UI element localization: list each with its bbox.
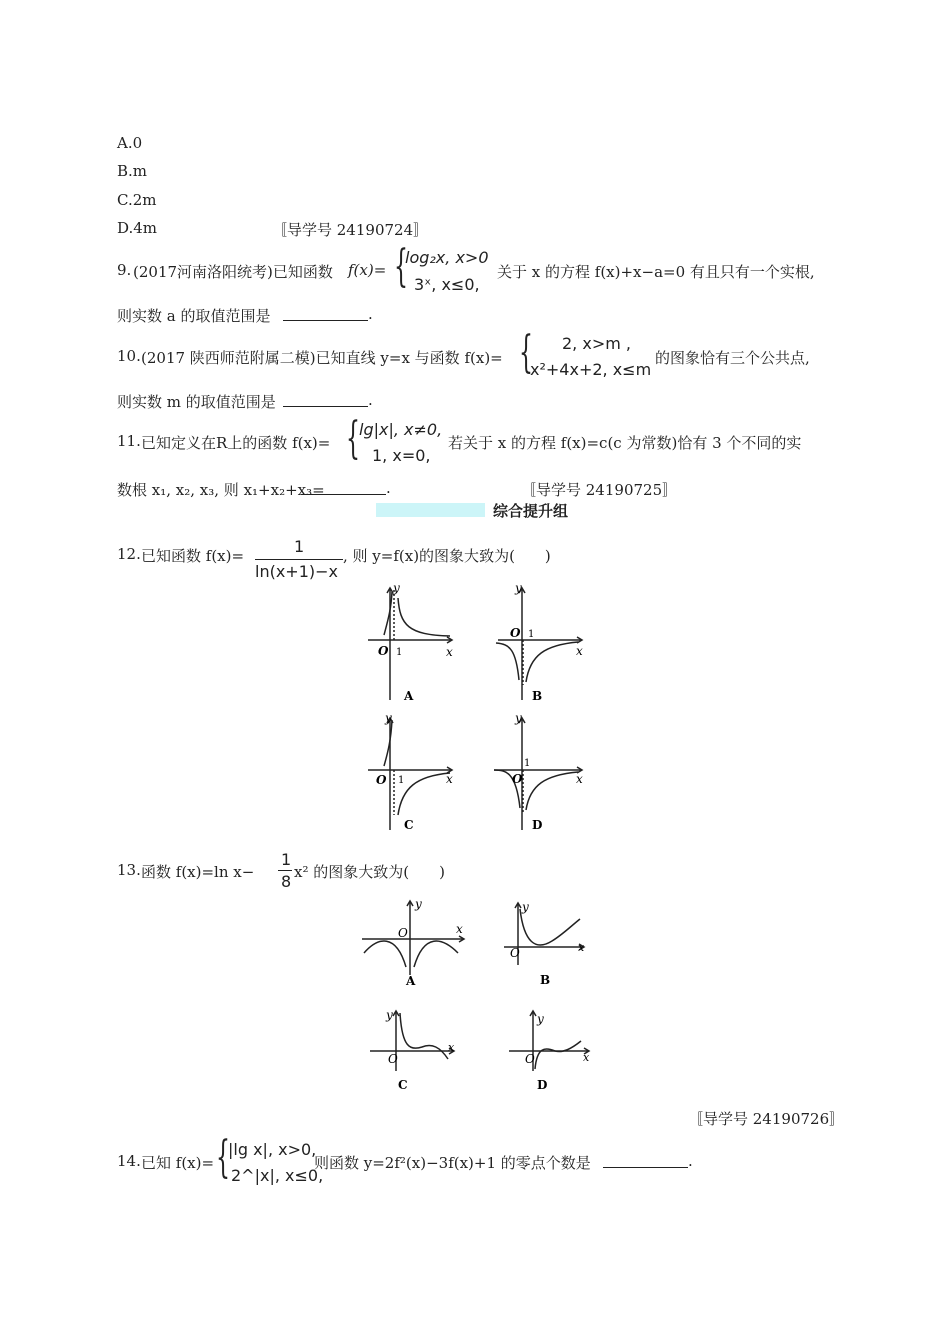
q13-graph-b <box>500 895 600 990</box>
q13b-x-label: x <box>578 941 585 954</box>
q12-prefix: 已知函数 f(x)= <box>141 547 245 565</box>
q9-end: . <box>368 305 373 323</box>
q13c-origin: O <box>388 1052 398 1066</box>
q13-numerator: 1 <box>281 850 292 869</box>
q11-answer-blank[interactable] <box>301 480 386 495</box>
q12-graph-a <box>360 580 460 705</box>
q13a-label: A <box>406 974 416 988</box>
q9-case2: 3ˣ, x≤0, <box>414 275 480 294</box>
q12d-label: D <box>532 818 543 832</box>
q12c-origin: O <box>376 773 387 787</box>
option-d: D.4m <box>117 219 158 237</box>
q10-line2: 则实数 m 的取值范围是 <box>117 393 276 411</box>
q13-number: 13. <box>117 861 141 879</box>
q9-prefix: (2017河南洛阳统考)已知函数 <box>133 263 333 281</box>
q11-end: . <box>386 479 391 497</box>
q14-end: . <box>688 1152 693 1170</box>
q9-fx: f(x)= <box>348 261 387 279</box>
option-c: C.2m <box>117 191 157 209</box>
q9-number: 9. <box>117 261 132 279</box>
q10-number: 10. <box>117 347 141 365</box>
q13d-label: D <box>537 1078 548 1092</box>
q11-condition: 若关于 x 的方程 f(x)=c(c 为常数)恰有 3 个不同的实 <box>448 434 802 452</box>
q13-graph-d <box>505 1005 605 1095</box>
q14-answer-blank[interactable] <box>603 1153 688 1168</box>
section-title: 综合提升组 <box>493 502 569 520</box>
q9-line2: 则实数 a 的取值范围是 <box>117 307 271 325</box>
q12-graph-d <box>490 710 590 835</box>
q12a-label: A <box>404 689 414 703</box>
q12-graph-b <box>490 580 590 705</box>
q13-fraction-bar <box>278 870 292 871</box>
q9-answer-blank[interactable] <box>283 306 368 321</box>
q12c-label: C <box>404 818 414 832</box>
q14-brace: { <box>216 1132 230 1183</box>
q13-prefix: 函数 f(x)=ln x− <box>141 863 255 881</box>
q12d-one: 1 <box>524 758 531 769</box>
q13-suffix: x² 的图象大致为( ) <box>294 863 445 881</box>
q11-brace: { <box>346 413 360 464</box>
q12a-y-label: y <box>393 581 400 595</box>
q14-number: 14. <box>117 1152 141 1170</box>
q12d-y-label: y <box>515 711 522 725</box>
q13d-y-label: y <box>537 1012 544 1026</box>
q12-numerator: 1 <box>294 537 305 556</box>
q12a-one: 1 <box>396 647 403 658</box>
q11-number: 11. <box>117 432 141 450</box>
q14-case1: |lg x|, x>0, <box>228 1140 317 1159</box>
q11-prefix: 已知定义在R上的函数 f(x)= <box>141 434 331 452</box>
guide-number-24190724: 〚导学号 24190724〛 <box>272 221 429 239</box>
q12c-x-label: x <box>446 772 453 786</box>
q12a-origin: O <box>378 644 389 658</box>
q13c-x-label: x <box>448 1041 455 1054</box>
q13a-x-label: x <box>456 922 463 936</box>
q13-denominator: 8 <box>281 872 292 891</box>
q13d-x-label: x <box>583 1051 590 1064</box>
guide-number-24190726: 〚导学号 24190726〛 <box>688 1110 845 1128</box>
q12b-one: 1 <box>528 629 535 640</box>
q10-end: . <box>368 391 373 409</box>
q10-answer-blank[interactable] <box>283 392 368 407</box>
q12c-one: 1 <box>398 775 405 786</box>
section-highlight-bar <box>376 503 485 517</box>
q14-case2: 2^|x|, x≤0, <box>231 1166 324 1185</box>
q13-graph-a <box>358 895 470 990</box>
q12b-origin: O <box>510 626 521 640</box>
guide-number-24190725: 〚导学号 24190725〛 <box>521 481 678 499</box>
q10-prefix: (2017 陕西师范附属二模)已知直线 y=x 与函数 f(x)= <box>141 349 503 367</box>
q12d-x-label: x <box>576 772 583 786</box>
q12-denominator: ln(x+1)−x <box>255 562 338 581</box>
q12b-label: B <box>532 689 543 703</box>
q12d-origin: O <box>512 772 523 786</box>
q10-brace: { <box>519 327 533 378</box>
q10-case1: 2, x>m , <box>562 334 631 353</box>
q12-number: 12. <box>117 545 141 563</box>
q9-case1: log₂x, x>0 <box>405 248 489 267</box>
option-b: B.m <box>117 162 148 180</box>
q11-case1: lg|x|, x≠0, <box>359 420 443 439</box>
q12a-x-label: x <box>446 645 453 659</box>
q13a-y-label: y <box>415 897 422 911</box>
q12-graph-c <box>360 710 460 835</box>
q11-line2: 数根 x₁, x₂, x₃, 则 x₁+x₂+x₃= <box>117 481 325 499</box>
q12b-y-label: y <box>515 581 522 595</box>
q13-graph-c <box>366 1005 466 1095</box>
q9-condition: 关于 x 的方程 f(x)+x−a=0 有且只有一个实根, <box>497 263 815 281</box>
q13c-y-label: y <box>386 1008 393 1022</box>
q11-case2: 1, x=0, <box>372 446 431 465</box>
q13d-origin: O <box>525 1052 535 1066</box>
q13b-origin: O <box>510 946 520 960</box>
q14-prefix: 已知 f(x)= <box>141 1154 215 1172</box>
q13b-y-label: y <box>522 900 529 914</box>
q13a-origin: O <box>398 926 408 940</box>
q12b-x-label: x <box>576 644 583 658</box>
q12-fraction-bar <box>255 559 343 560</box>
q10-condition: 的图象恰有三个公共点, <box>655 349 810 367</box>
q12-suffix: , 则 y=f(x)的图象大致为( ) <box>343 547 551 565</box>
q9-brace: { <box>394 241 408 292</box>
option-a: A.0 <box>117 134 143 152</box>
q12c-y-label: y <box>385 711 392 725</box>
q10-case2: x²+4x+2, x≤m <box>530 360 652 379</box>
q13c-label: C <box>398 1078 408 1092</box>
q13b-label: B <box>540 973 551 987</box>
q14-condition: 则函数 y=2f²(x)−3f(x)+1 的零点个数是 <box>314 1154 591 1172</box>
